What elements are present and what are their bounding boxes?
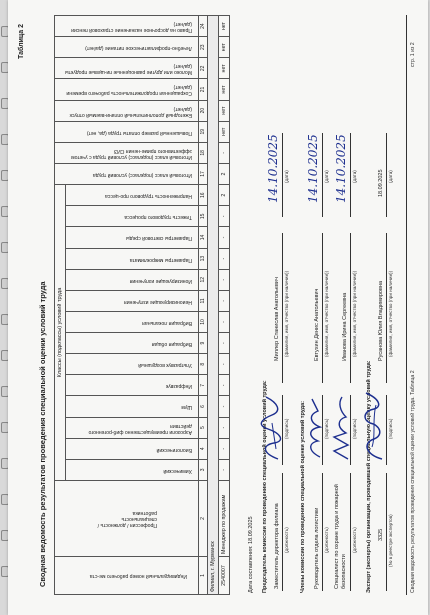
column-number: 19 [199,121,208,142]
rule [322,133,323,217]
header-factor: Ежегодный дополнительный оплачи-ваемый отпуск (да/нет) [55,100,199,121]
column-numbers-row [199,16,208,595]
column-number: 1 [199,556,208,594]
compilation-date: Дата составления: 18.09.2025 [248,516,254,593]
footer-rule [406,15,407,595]
member-position: Специалист по охране труда и пожарной безопасности [334,484,347,589]
header-factor: Неионизирующие излучения [66,290,199,311]
table-cell: - [219,417,230,438]
expert-date: 18.09.2025 [378,169,384,197]
member-signature [328,393,354,463]
chairman-position: Заместитель директора филиала [274,503,280,589]
column-number: 17 [199,163,208,184]
header-factor: Параметры световой среды [66,227,199,248]
caption: (подпись) [352,418,357,439]
header-factor: Инфразвук [66,375,199,396]
table-row [219,16,230,595]
header-factor: Вибрация общая [66,333,199,354]
chairman-name: Миллер Станислав Анатольевич [274,277,280,361]
document-title: Сводная ведомость результатов проведения специальной оценки условий труда [38,281,47,587]
rule [282,133,283,217]
footer-text: Сводная ведомость результатов проведения специальной оценки условий труда. Таблица 2 [410,370,416,593]
header-factor: Химический [66,459,199,480]
expert-reg-no: 3325 [378,528,384,541]
rule [386,473,387,591]
member-date: 14.10.2025 [306,134,320,203]
column-number: 10 [199,311,208,332]
column-number: 5 [199,417,208,438]
chairman-heading: Председатель комиссии по проведению специальной оценки условий труда: [262,380,268,593]
caption: (должность) [352,527,357,553]
column-number: 9 [199,333,208,354]
caption: (фамилия, имя, отчество (при наличии)) [352,270,357,357]
caption: (подпись) [324,418,329,439]
chairman-date: 14.10.2025 [266,134,280,203]
header-factor: Напряженность трудового про-цесса [66,185,199,206]
table-cell: - [219,375,230,396]
workplace-id: 2540007 [219,556,230,594]
caption: (подпись) [284,418,289,439]
header-factor: Параметры микроклимата [66,248,199,269]
column-number: 15 [199,206,208,227]
column-number: 8 [199,354,208,375]
sheet-label: Таблица 2 [18,24,25,60]
table-cell: - [219,396,230,417]
table-cell: - [219,248,230,269]
table-cell: - [219,290,230,311]
expert-signature [358,389,388,465]
table-cell: - [219,269,230,290]
header-factor: Шум [66,396,199,417]
header-factor: Повышенный размер оплаты труда (да, нет) [55,121,199,142]
table-cell: 2 [219,185,230,206]
table-cell: нет [219,37,230,58]
header-id: Индивидуальный номер рабочего ме-ста [55,556,199,594]
summary-table [54,15,230,595]
table-cell: - [219,438,230,459]
binder-holes [0,0,8,615]
rule [322,473,323,591]
member-name: Иванова Ирина Сергеевна [342,292,348,361]
column-number: 21 [199,79,208,100]
header-factor: Тяжесть трудового процесса [66,206,199,227]
table-cell: нет [219,121,230,142]
member-signature [302,393,326,463]
header-factor: Аэрозоли преимущественно фиб-рогенного действия [66,417,199,438]
caption: (дата) [324,170,329,183]
rule [322,233,323,383]
members-heading: Члены комиссии по проведению специальной оценки условий труда: [300,400,306,593]
column-number: 20 [199,100,208,121]
column-number: 6 [199,396,208,417]
caption: (фамилия, имя, отчество (при наличии)) [324,270,329,357]
group-row-label: Филиал, г. Мурманск [208,16,219,595]
caption: (должность) [284,527,289,553]
table-cell: нет [219,79,230,100]
column-number: 23 [199,37,208,58]
header-factor: Право на досрочное назначение страховой пенсии (да/нет) [55,16,199,37]
table-cell: - [219,142,230,163]
table-cell: - [219,354,230,375]
header-group: Классы (подклассы) условий труда [55,185,66,481]
caption: (№ в реестре экспертов) [388,514,393,567]
header-factor: Ионизирующие излучения [66,269,199,290]
rule [282,473,283,591]
rule [386,133,387,217]
table-cell: - [219,311,230,332]
workplace-profession: Менеджер по продажам [219,480,230,556]
header-factor: Лечебно-профилактическое питание (да/нет) [55,37,199,58]
rule [350,473,351,591]
caption: (дата) [352,170,357,183]
column-number: 2 [199,480,208,556]
caption: (подпись) [388,418,393,439]
table-cell: 2 [219,163,230,184]
chairman-signature [258,393,284,463]
caption: (фамилия, имя, отчество (при наличии)) [388,270,393,357]
expert-name: Русанова Юлия Владимировна [378,280,384,361]
column-number: 14 [199,227,208,248]
table-cell: - [219,227,230,248]
rule [350,233,351,383]
table-cell: нет [219,58,230,79]
document-page [8,0,428,615]
caption: (должность) [324,527,329,553]
rule [386,233,387,383]
page-number: стр. 1 из 2 [410,42,416,67]
column-number: 16 [199,185,208,206]
group-row [208,16,219,595]
landscape-content [8,0,428,615]
rule [282,233,283,383]
header-factor: Биологический [66,438,199,459]
caption: (дата) [388,170,393,183]
column-number: 18 [199,142,208,163]
column-number: 4 [199,438,208,459]
member-date: 14.10.2025 [334,134,348,203]
table-cell: - [219,333,230,354]
column-number: 12 [199,269,208,290]
table-cell: - [219,459,230,480]
header-factor: Итоговый класс (подкласс) условий труда с учетом эффективного приме-нения СИЗ [55,142,199,163]
header-factor: Молоко или другие равноценные пи-щевые продукты (да/нет) [55,58,199,79]
caption: (фамилия, имя, отчество (при наличии)) [284,270,289,357]
header-factor: Итоговый класс (подкласс) условий труда [55,163,199,184]
member-position: Руководитель отдела логистики [314,507,320,589]
table-cell: нет [219,100,230,121]
table-cell: нет [219,16,230,37]
header-factor: Ультразвук воздушный [66,354,199,375]
column-number: 7 [199,375,208,396]
header-factor: Сокращенная продолжительность рабочего времени (да/нет) [55,79,199,100]
rule [350,133,351,217]
column-number: 11 [199,290,208,311]
member-name: Евтухин Денис Анатольевич [314,288,320,361]
column-number: 24 [199,16,208,37]
column-number: 3 [199,459,208,480]
header-profession: Профессия / должность / специальность работника [55,480,199,556]
header-factor: Вибрация локальная [66,311,199,332]
expert-heading: Эксперт (эксперты) организации, проводившей специальную оценку условий труда: [366,360,372,593]
column-number: 13 [199,248,208,269]
caption: (дата) [284,170,289,183]
table-cell: - [219,206,230,227]
column-number: 22 [199,58,208,79]
